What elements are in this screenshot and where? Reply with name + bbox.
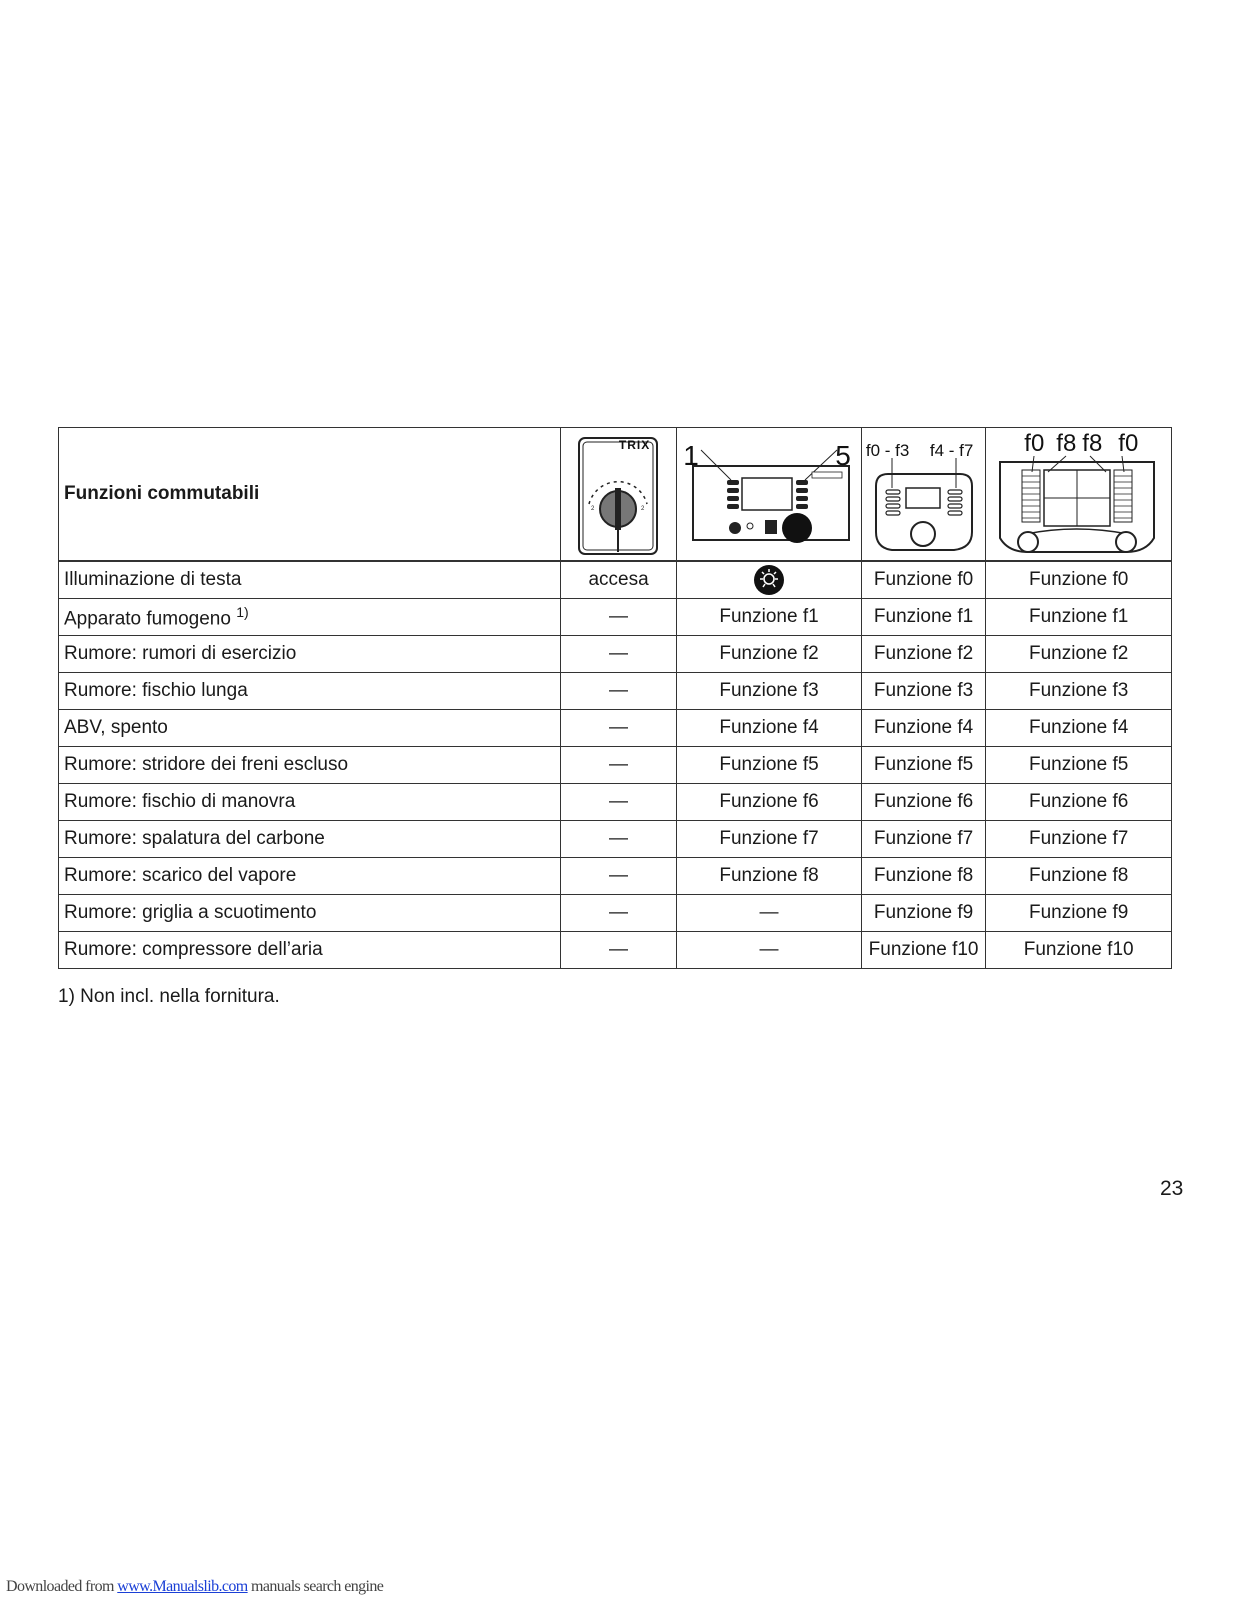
table-row [59,821,1172,858]
trix-brand-label: TRIX [618,438,651,452]
trix-value: — [560,673,676,710]
page-number: 23 [1160,1177,1184,1200]
ms-value: — [677,895,862,932]
ms-value: Funzione f3 [677,673,862,710]
function-name [59,599,561,636]
trix-value: — [560,858,676,895]
mobile-value: Funzione f5 [861,747,985,784]
mobile-label-right: f4 - f7 [929,441,974,460]
table-row [59,858,1172,895]
cs-label-2: f8 [1056,430,1077,457]
mobile-value: Funzione f2 [861,636,985,673]
download-credit [6,1578,383,1596]
header-label: Funzioni commutabili [59,428,561,562]
light-icon [754,565,784,595]
function-name: Rumore: rumori di esercizio [59,636,561,673]
cs-value: Funzione f3 [986,673,1172,710]
table-row [59,599,1172,636]
function-name: Rumore: fischio lunga [59,673,561,710]
cs-value: Funzione f5 [986,747,1172,784]
svg-text:2: 2 [640,506,645,512]
table-row [59,710,1172,747]
function-name: Rumore: fischio di manovra [59,784,561,821]
cs-label-1: f0 [1024,430,1045,457]
trix-value: — [560,747,676,784]
ms-value: Funzione f2 [677,636,862,673]
cs-label-4: f0 [1118,430,1139,457]
footnote-text: 1) Non incl. nella fornitura. [58,986,280,1007]
mobile-value: Funzione f4 [861,710,985,747]
footnote-ref: 1) [236,603,249,620]
mobile-value: Funzione f0 [861,561,985,599]
table-row [59,932,1172,969]
ms-controller-cell [677,428,862,562]
cs-value: Funzione f10 [986,932,1172,969]
trix-controller-icon [561,428,675,560]
central-station-icon [986,428,1168,560]
trix-value: — [560,599,676,636]
cs-value: Funzione f9 [986,895,1172,932]
table-row [59,673,1172,710]
ms-label-left: 1 [683,440,699,471]
trix-value: — [560,895,676,932]
function-name: Rumore: griglia a scuotimento [59,895,561,932]
cs-value: Funzione f1 [986,599,1172,636]
ms-value: Funzione f7 [677,821,862,858]
ms-value: Funzione f8 [677,858,862,895]
ms-value: Funzione f4 [677,710,862,747]
ms-controller-icon [677,428,858,560]
function-name: ABV, spento [59,710,561,747]
function-name: Rumore: scarico del vapore [59,858,561,895]
download-suffix: manuals search engine [247,1578,384,1595]
table-row [59,561,1172,599]
trix-value: accesa [560,561,676,599]
switchable-functions-table [58,427,1172,969]
mobile-label-left: f0 - f3 [865,441,910,460]
table-row [59,747,1172,784]
function-name: Rumore: compressore dell’aria [59,932,561,969]
trix-value: — [560,636,676,673]
mobile-value: Funzione f3 [861,673,985,710]
table-row [59,895,1172,932]
function-name: Illuminazione di testa [59,561,561,599]
mobile-value: Funzione f8 [861,858,985,895]
manualslib-link[interactable]: www.Manualslib.com [117,1578,248,1595]
cs-value: Funzione f4 [986,710,1172,747]
table-row [59,636,1172,673]
cs-value: Funzione f7 [986,821,1172,858]
trix-value: — [560,710,676,747]
mobile-value: Funzione f1 [861,599,985,636]
ms-value: Funzione f1 [677,599,862,636]
ms-value: — [677,932,862,969]
mobile-value: Funzione f7 [861,821,985,858]
central-station-cell [986,428,1172,562]
mobile-station-cell [861,428,985,562]
table-row [59,784,1172,821]
trix-value: — [560,784,676,821]
function-name-text: Apparato fumogeno [64,608,231,630]
svg-text:2: 2 [590,506,595,512]
mobile-value: Funzione f9 [861,895,985,932]
function-name: Rumore: stridore dei freni escluso [59,747,561,784]
mobile-value: Funzione f10 [861,932,985,969]
trix-controller-cell [560,428,676,562]
cs-value: Funzione f2 [986,636,1172,673]
table-header-row [59,428,1172,562]
mobile-value: Funzione f6 [861,784,985,821]
cs-value: Funzione f0 [986,561,1172,599]
function-name: Rumore: spalatura del carbone [59,821,561,858]
ms-label-right: 5 [835,440,851,471]
trix-value: — [560,932,676,969]
download-prefix: Downloaded from [6,1578,118,1595]
ms-value: Funzione f6 [677,784,862,821]
trix-value: — [560,821,676,858]
cs-value: Funzione f8 [986,858,1172,895]
cs-value: Funzione f6 [986,784,1172,821]
ms-value: Funzione f5 [677,747,862,784]
cs-label-3: f8 [1082,430,1103,457]
ms-value [677,561,862,599]
